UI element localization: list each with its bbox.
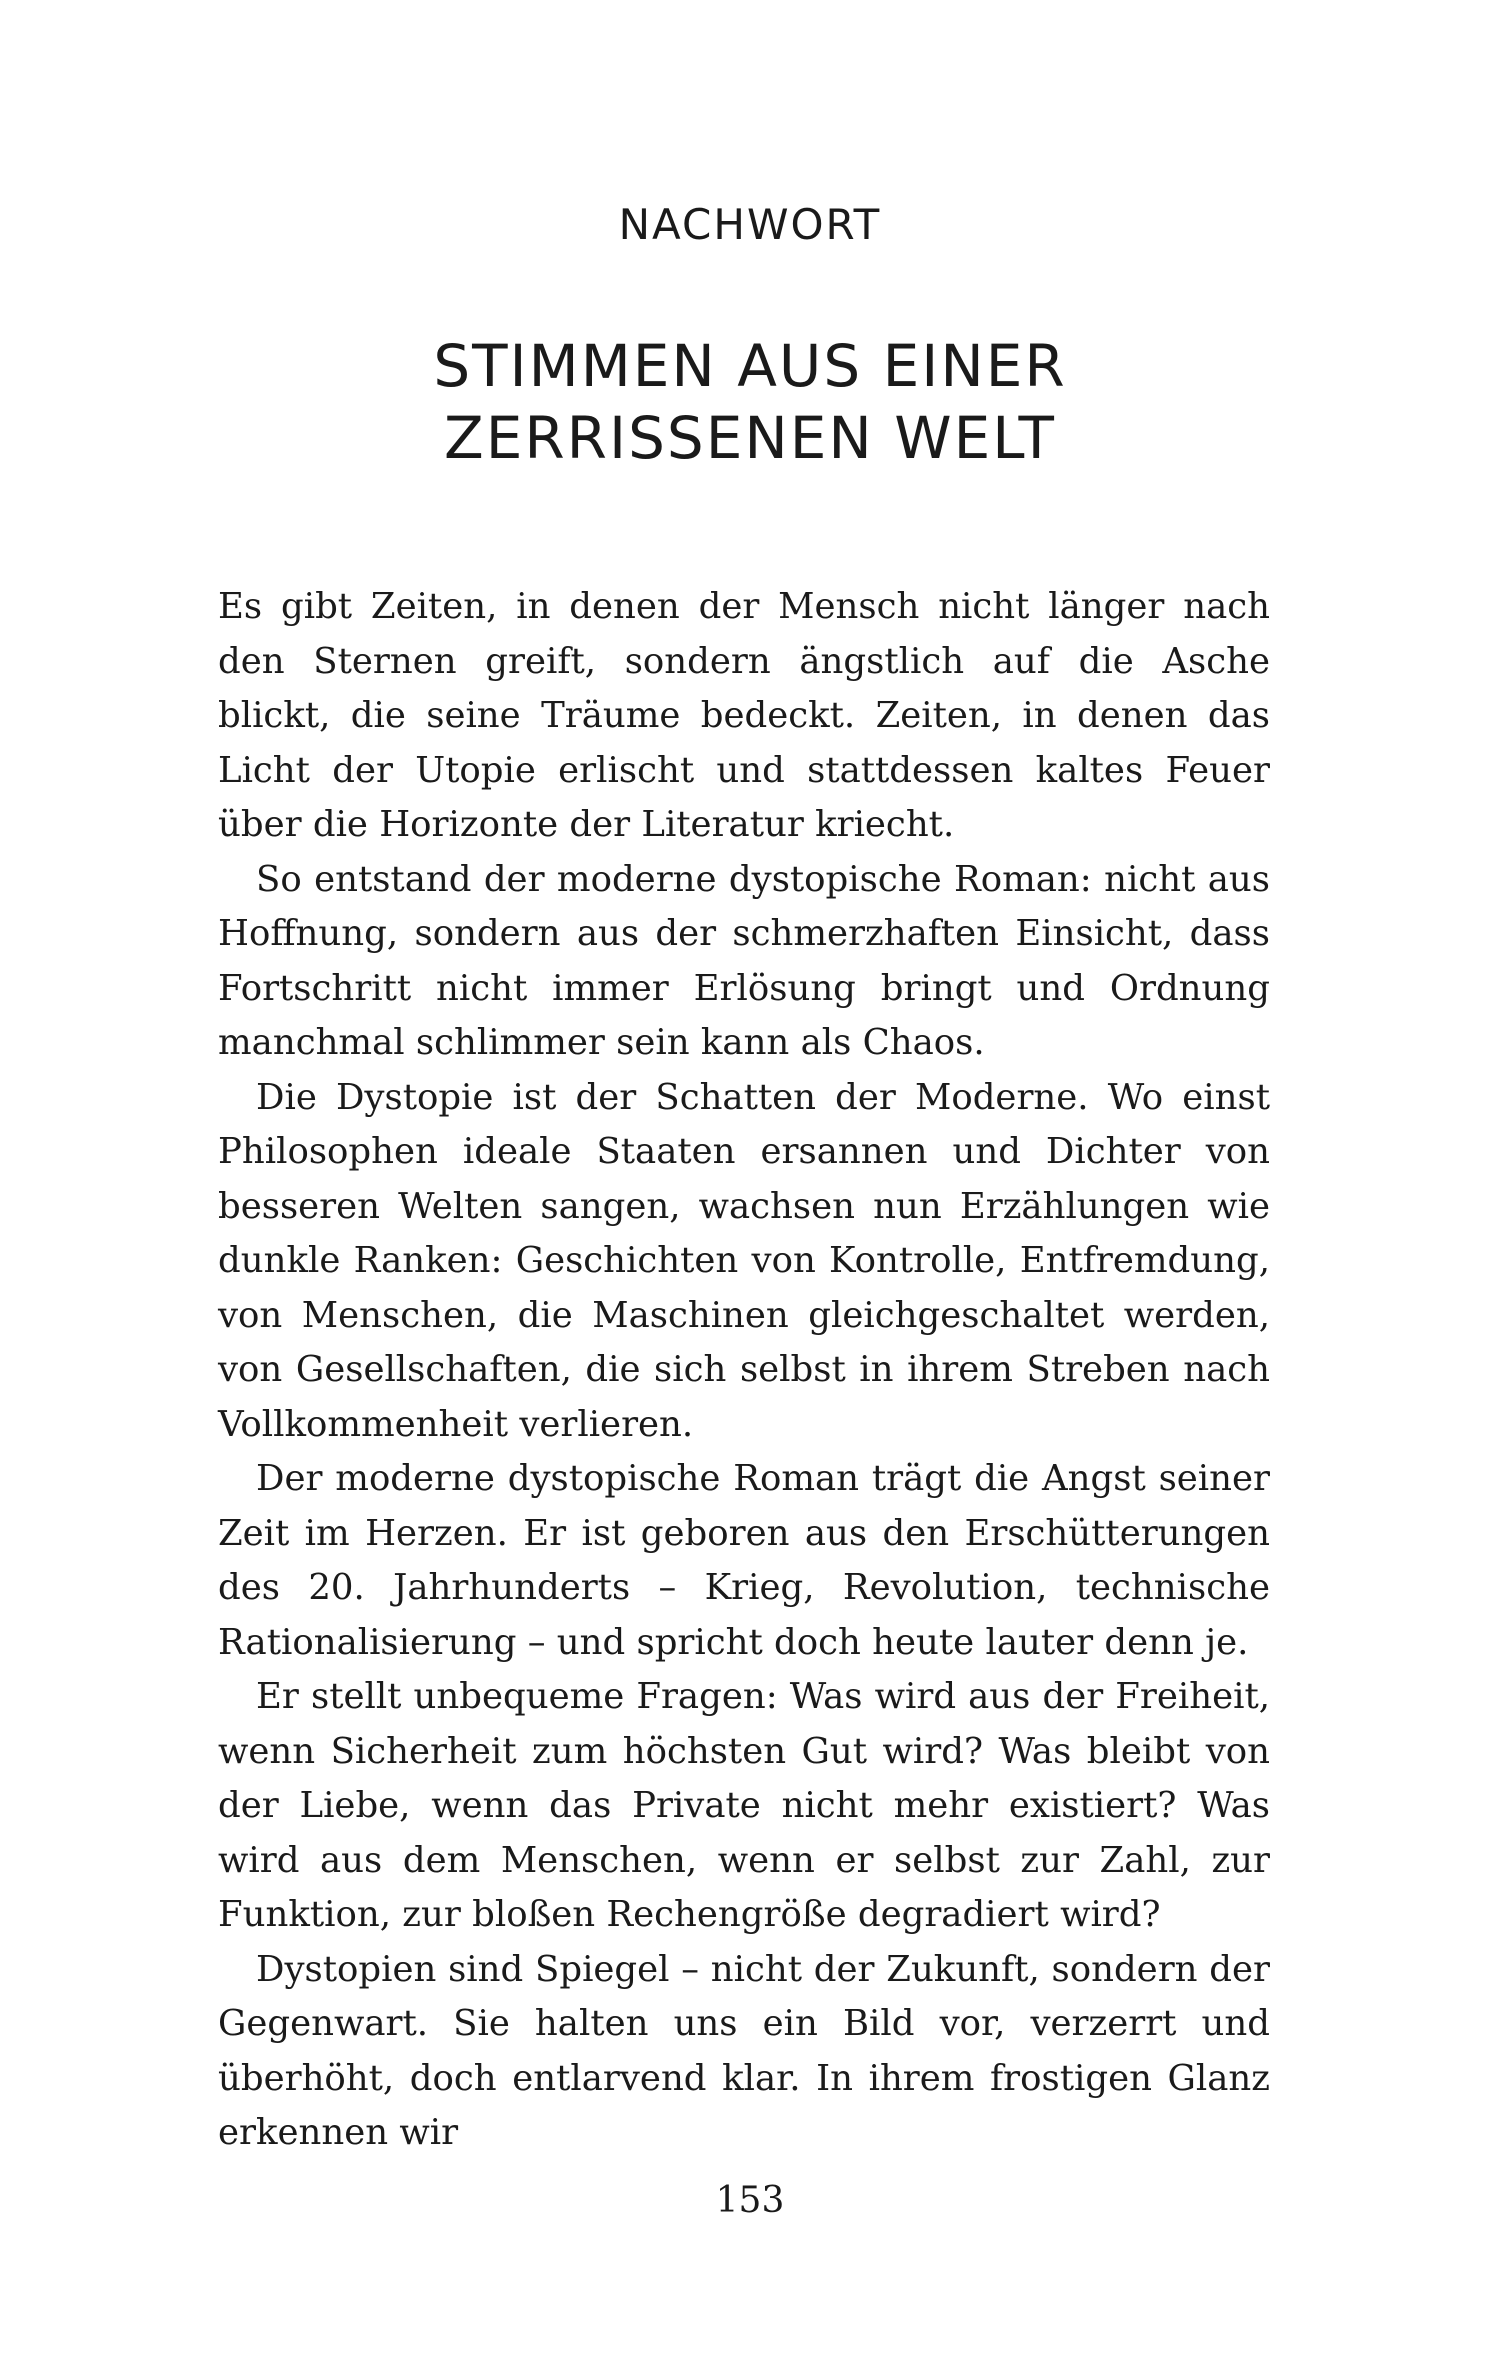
paragraph-5: Er stellt unbequeme Fragen: Was wird aus der Freiheit, wenn Sicherheit zum höchsten Gut wird? Was bleibt von der Liebe, wenn das Private nicht mehr existiert? Was wird aus dem Menschen, wenn er selbst zur Zahl, zur Funktion, zur bloßen Rechengröße degradiert wird? [218,1676,1270,1935]
chapter-title [0,330,1500,474]
chapter-label: NACHWORT [618,200,882,249]
paragraph-4: Der moderne dystopische Roman trägt die Angst seiner Zeit im Herzen. Er ist geboren aus den Erschütterungen des 20. Jahrhunderts – Krieg, Revolution, technische Rationalisierung – und spricht doch heute lauter denn je. [218,1458,1270,1663]
page-number: 153 [715,2180,785,2221]
paragraph-6: Dystopien sind Spiegel – nicht der Zukunft, sondern der Gegenwart. Sie halten uns ein Bild vor, verzerrt und überhöht, doch entlarvend klar. In ihrem frostigen Glanz erkennen wir [218,1948,1270,2153]
paragraph-2: So entstand der moderne dystopische Roman: nicht aus Hoffnung, sondern aus der schmerzhaften Einsicht, dass Fortschritt nicht immer Erlösung bringt und Ordnung manchmal schlimmer sein kann als Chaos. [218,858,1270,1063]
chapter-title-line-1: STIMMEN AUS EINER [433,332,1067,400]
paragraph-3: Die Dystopie ist der Schatten der Moderne. Wo einst Philosophen ideale Staaten ersannen und Dichter von besseren Welten sangen, wachsen nun Erzählungen wie dunkle Ranken: Geschichten von Kontrolle, Entfremdung, von Menschen, die Maschinen gleichgeschaltet werden, von Gesellschaften, die sich selbst in ihrem Streben nach Vollkommenheit verlieren. [218,1076,1270,1445]
body-text [218,580,1270,2161]
chapter-title-line-2: ZERRISSENEN WELT [444,404,1056,472]
paragraph-1: Es gibt Zeiten, in denen der Mensch nicht länger nach den Sternen greift, sondern ängstlich auf die Asche blickt, die seine Träume bedeckt. Zeiten, in denen das Licht der Utopie erlischt und stattdessen kaltes Feuer über die Horizonte der Literatur kriecht. [218,586,1270,845]
